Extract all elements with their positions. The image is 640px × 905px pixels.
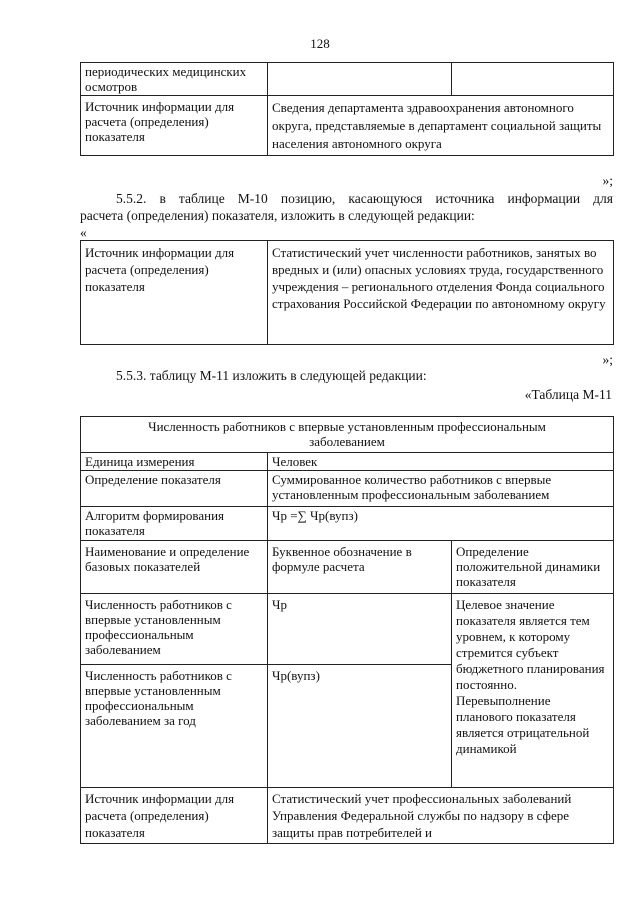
cell-m10-value: Статистический учет численности работников, занятых во вредных и (или) опасных условиях труда, государственного учреждения – регионального отделения Фонда социального страхования Российской Федерации по автономному округу	[268, 241, 614, 345]
m11-year-symbol: Чр(вупз)	[268, 665, 452, 788]
table-caption: «Таблица М-11	[524, 387, 612, 402]
close-quote-1: »;	[602, 173, 613, 188]
m11-algorithm-label: Алгоритм формирования показателя	[81, 507, 268, 541]
m11-header: Численность работников с впервые установленным профессиональным заболеванием	[81, 417, 614, 453]
cell-m10-label: Источник информации для расчета (определения) показателя	[81, 241, 268, 345]
cell-source-label: Источник информации для расчета (определения) показателя	[81, 96, 268, 156]
m11-unit-label: Единица измерения	[81, 453, 268, 471]
table-m10-source	[80, 240, 614, 345]
paragraph-5-5-2-line1: 5.5.2. в таблице М-10 позицию, касающуюся источника информации для	[116, 191, 613, 206]
cell-empty-1	[268, 63, 452, 96]
m11-source-label: Источник информации для расчета (определения) показателя	[81, 788, 268, 844]
cell-medical-exams: периодических медицинских осмотров	[81, 63, 268, 96]
m11-algorithm-formula: Чр =∑ Чр(вупз)	[268, 507, 614, 541]
paragraph-5-5-2-line2: расчета (определения) показателя, изложить в следующей редакции:	[80, 208, 475, 223]
paragraph-5-5-3: 5.5.3. таблицу М-11 изложить в следующей редакции:	[116, 368, 427, 383]
m11-base-letter-header: Буквенное обозначение в формуле расчета	[268, 541, 452, 594]
open-quote-1: «	[80, 225, 87, 240]
table-m11	[80, 416, 614, 844]
m11-chr-symbol: Чр	[268, 594, 452, 665]
cell-source-value: Сведения департамента здравоохранения автономного округа, представляемые в департамент социальной защиты населения автономного округа	[268, 96, 614, 156]
m11-base-dynamic-header: Определение положительной динамики показателя	[452, 541, 614, 594]
page-number: 128	[310, 36, 330, 51]
close-quote-2: »;	[602, 352, 613, 367]
m11-definition-label: Определение показателя	[81, 471, 268, 507]
cell-empty-2	[452, 63, 614, 96]
table-continuation	[80, 62, 614, 156]
m11-dynamic-text: Целевое значение показателя является тем уровнем, к которому стремится субъект бюджетного планирования постоянно. Перевыполнение планового показателя является отрицательной динамикой	[452, 594, 614, 788]
m11-base-label: Наименование и определение базовых показателей	[81, 541, 268, 594]
m11-unit-value: Человек	[268, 453, 614, 471]
m11-definition-value: Суммированное количество работников с впервые установленным профессиональным заболеванием	[268, 471, 614, 507]
m11-chr-name: Численность работников с впервые установленным профессиональным заболеванием	[81, 594, 268, 665]
m11-source-value: Статистический учет профессиональных заболеваний Управления Федеральной службы по надзору в сфере защиты прав потребителей и	[268, 788, 614, 844]
m11-year-name: Численность работников с впервые установленным профессиональным заболеванием за год	[81, 665, 268, 788]
